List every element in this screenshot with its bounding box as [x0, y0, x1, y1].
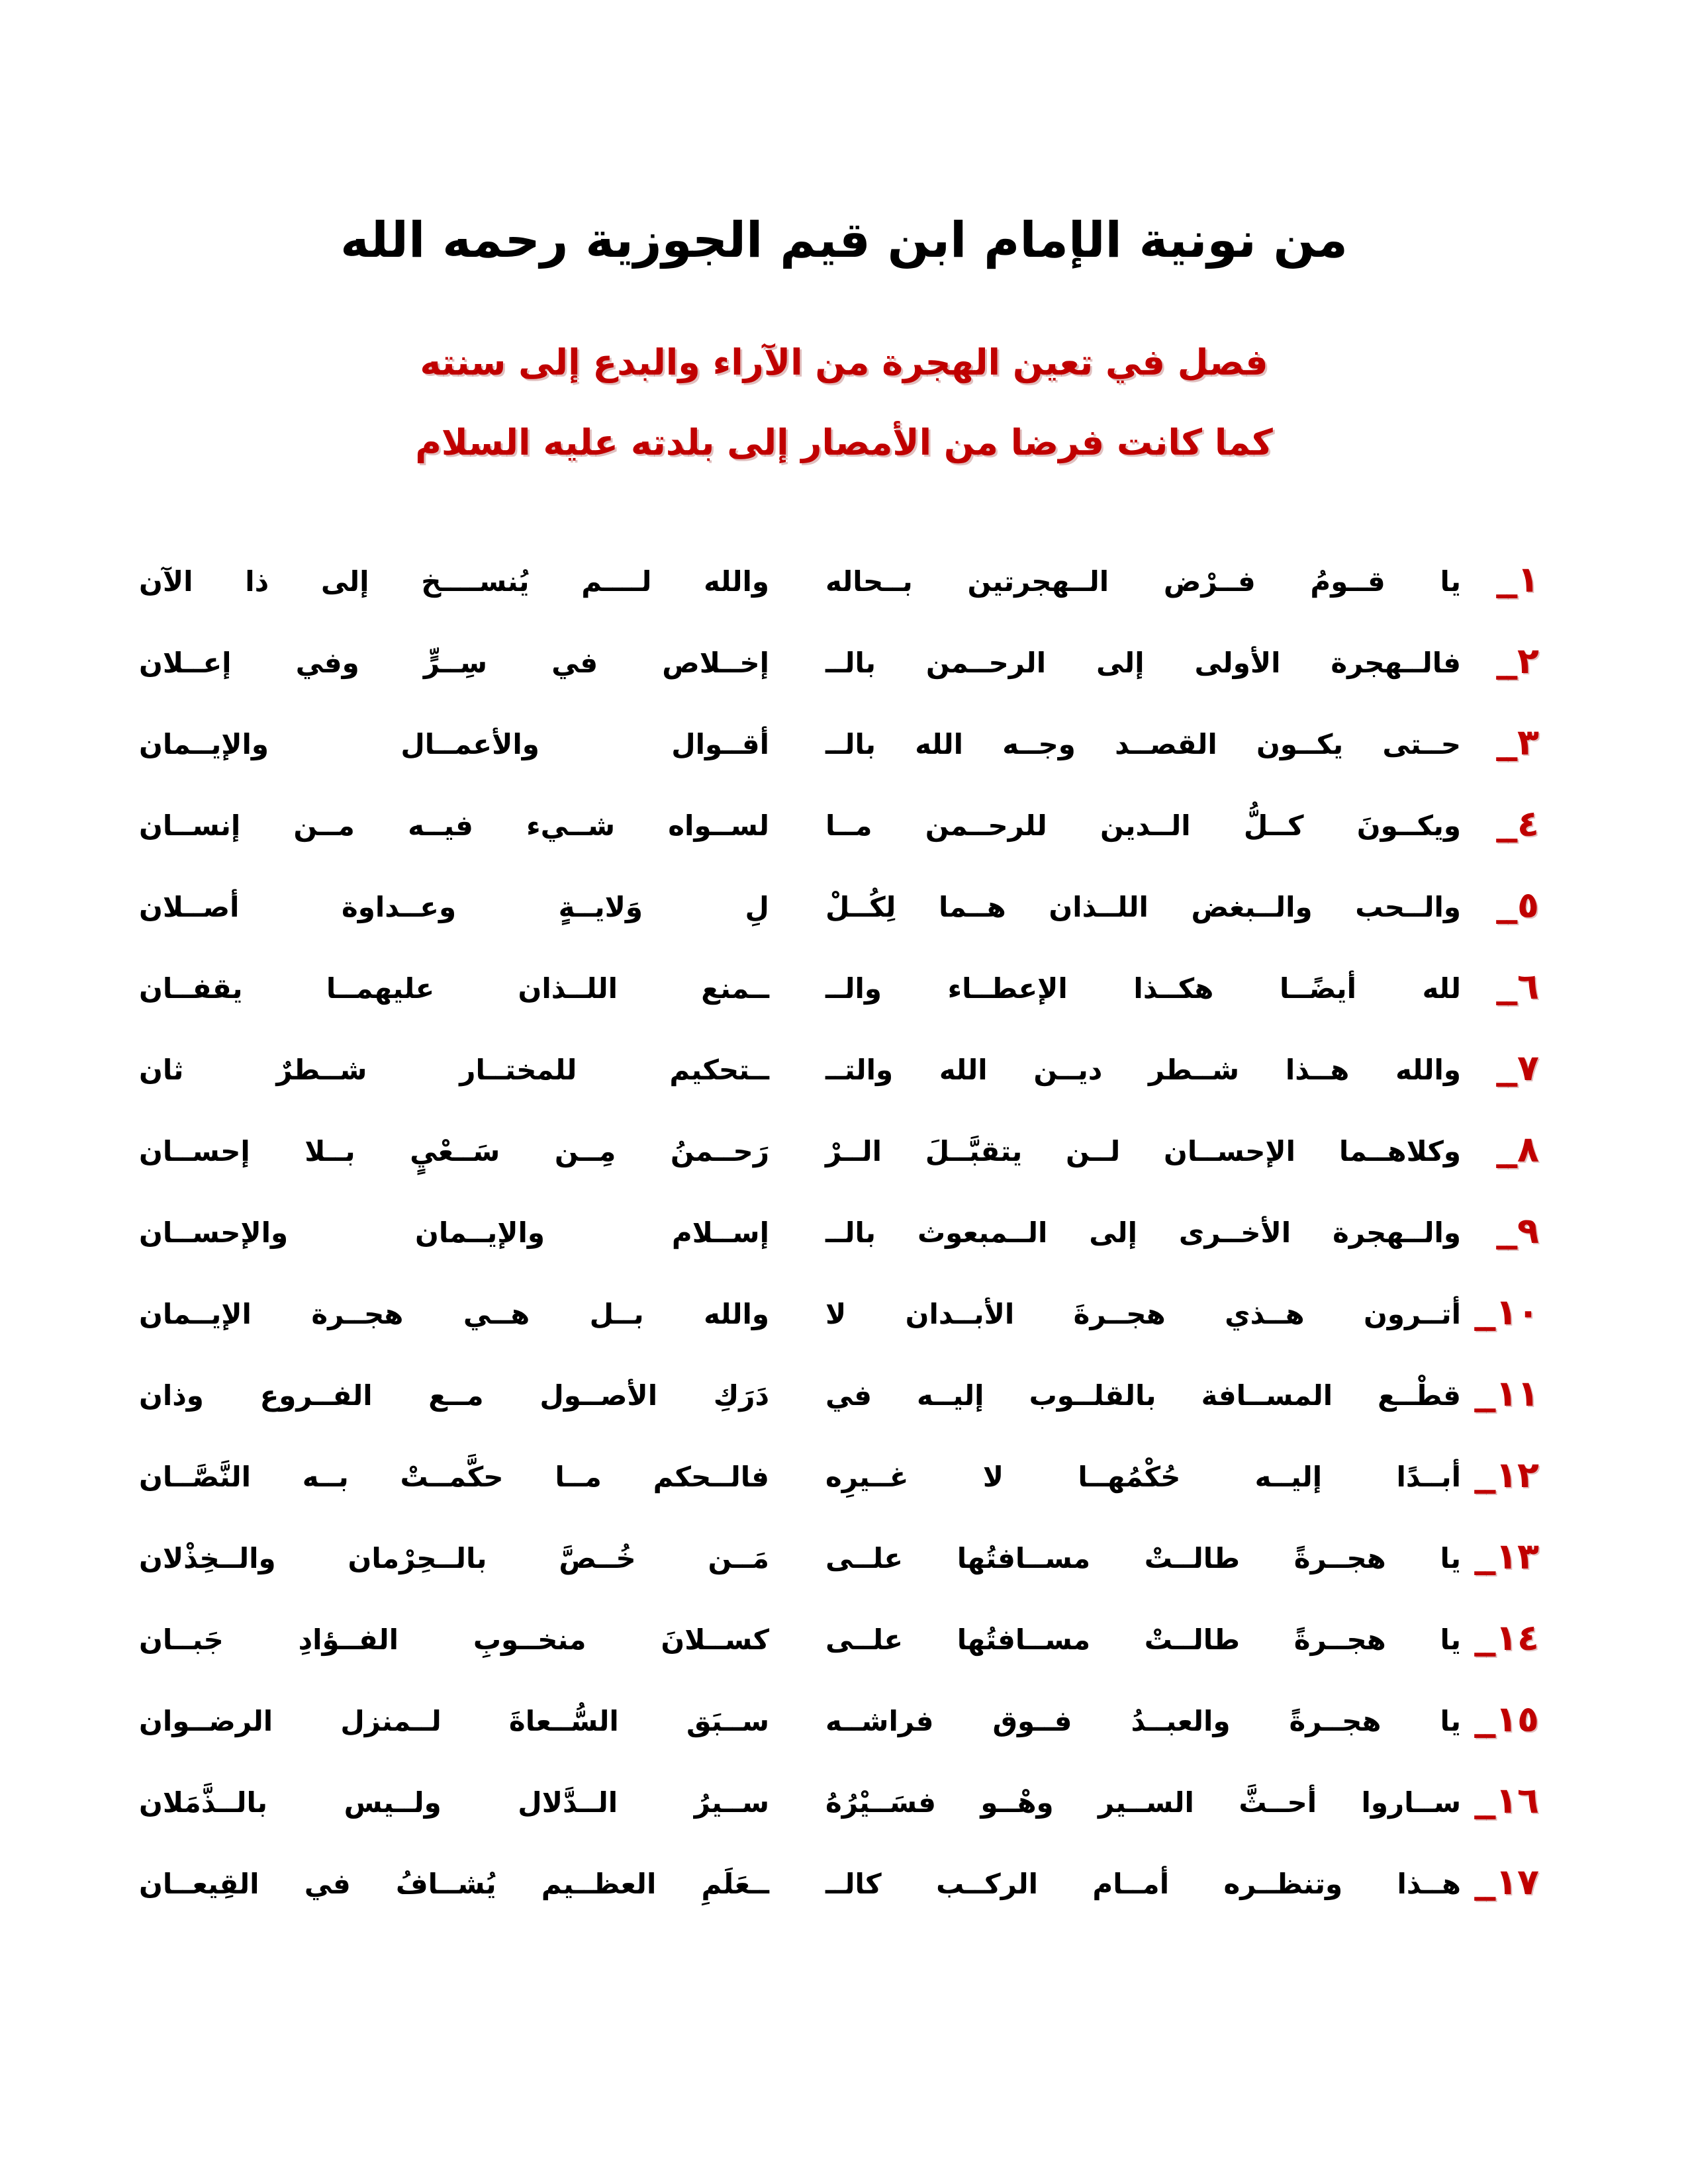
- verse-number: [1461, 1780, 1539, 1827]
- verse-number: [1461, 1210, 1539, 1257]
- verse-first-hemistich: ســاروا أحــثَّ الســير وهْــو فسَــيْرُهُ: [825, 1786, 1461, 1819]
- verse-second-hemistich: كســلانَ منخــوبِ الفــؤادِ جَبــان: [139, 1623, 769, 1657]
- verse-number: [1461, 1047, 1539, 1094]
- verse-number-digits: ٧: [1517, 1046, 1539, 1089]
- verse-number-dash: ــ: [1496, 977, 1518, 1013]
- verse-row: [139, 1600, 1539, 1681]
- verse-row: [139, 1355, 1539, 1437]
- verse-first-hemistich: يا قــومُ فــرْض الــهجرتين بــحاله: [825, 565, 1461, 598]
- verse-first-hemistich: والــحب والــبغض اللــذان هــما لِكُــلْ: [825, 891, 1461, 924]
- verse-number-dash: ــ: [1474, 1384, 1496, 1420]
- verse-row: [139, 704, 1539, 786]
- verse-row: [139, 1681, 1539, 1762]
- verse-number-digits: ١٤: [1495, 1616, 1539, 1659]
- verse-number-digits: ٥: [1517, 884, 1539, 926]
- verse-first-hemistich: ويكــونَ كــلُّ الــدين للرحــمن مــا: [825, 809, 1461, 842]
- verse-number-dash: ــ: [1474, 1791, 1496, 1827]
- verse-number: [1461, 559, 1539, 606]
- verse-second-hemistich: ــمنع اللــذان عليهمــا يقفــان: [139, 972, 769, 1005]
- verse-second-hemistich: ــعَلَمِ العظــيم يُشــافُ في القِيعــان: [139, 1868, 769, 1901]
- verse-number-dash: ــ: [1496, 651, 1518, 688]
- verse-number: [1461, 803, 1539, 850]
- verse-number: [1461, 1128, 1539, 1175]
- verse-number: [1461, 1291, 1539, 1338]
- verse-number-digits: ١٥: [1495, 1698, 1539, 1740]
- verses-list: [139, 541, 1539, 1925]
- verse-number-dash: ــ: [1474, 1709, 1496, 1746]
- section-subtitle-line2: كما كانت فرضا من الأمصار إلى بلدته عليه السلام: [415, 422, 1273, 463]
- verse-first-hemistich: لله أيضًــا هكــذا الإعطــاء والــ: [825, 972, 1461, 1005]
- verse-number-dash: ــ: [1496, 1221, 1518, 1257]
- verse-row: [139, 541, 1539, 623]
- verse-first-hemistich: يا هجــرةً طالــتْ مســافتُها علــى: [825, 1542, 1461, 1575]
- verse-number-dash: ــ: [1474, 1628, 1496, 1664]
- verse-number-dash: ــ: [1474, 1547, 1496, 1583]
- verse-number-dash: ــ: [1496, 733, 1518, 769]
- verse-second-hemistich: رَحــمنُ مِــن سَــعْيٍ بــلا إحســان: [139, 1135, 769, 1168]
- verse-number-digits: ١٦: [1495, 1779, 1539, 1821]
- verse-second-hemistich: ــتحكيم للمختــار شــطرٌ ثان: [139, 1054, 769, 1087]
- verse-number-digits: ١٠: [1495, 1291, 1539, 1333]
- verse-number: [1461, 1454, 1539, 1501]
- verse-row: [139, 623, 1539, 704]
- section-subtitle-line1: فصل في تعين الهجرة من الآراء والبدع إلى سنته: [420, 341, 1268, 383]
- verse-number-dash: ــ: [1474, 1872, 1496, 1909]
- verse-first-hemistich: قطْــع المســافة بالقلــوب إليــه في: [825, 1379, 1461, 1412]
- verse-first-hemistich: والله هــذا شــطر ديــن الله والتــ: [825, 1054, 1461, 1087]
- verse-second-hemistich: أقــوال والأعمــال والإيــمان: [139, 728, 769, 761]
- verse-first-hemistich: فالــهجرة الأولى إلى الرحــمن بالــ: [825, 647, 1461, 680]
- verse-number-digits: ٤: [1517, 802, 1539, 844]
- document-title: من نونية الإمام ابن قيم الجوزية رحمه الله: [340, 212, 1348, 269]
- verse-row: [139, 867, 1539, 948]
- verse-number: [1461, 1861, 1539, 1908]
- verse-number-dash: ــ: [1496, 1140, 1518, 1176]
- verse-first-hemistich: وكلاهــما الإحســان لــن يتقبَّــلَ الــرْ: [825, 1135, 1461, 1168]
- verse-row: [139, 1111, 1539, 1193]
- verse-row: [139, 1274, 1539, 1355]
- verse-first-hemistich: يا هجــرةً طالــتْ مســافتُها علــى: [825, 1623, 1461, 1657]
- verse-second-hemistich: ســبَق السُّــعاةَ لــمنزل الرضــوان: [139, 1705, 769, 1738]
- verse-second-hemistich: والله بــل هــي هجــرة الإيــمان: [139, 1298, 769, 1331]
- verse-row: [139, 1030, 1539, 1111]
- verse-first-hemistich: حــتى يكــون القصــد وجــه الله بالــ: [825, 728, 1461, 761]
- verse-second-hemistich: والله لــــم يُنســــخ إلى ذا الآن: [139, 565, 769, 598]
- verse-second-hemistich: لِ وَلايــةٍ وعــداوة أصــلان: [139, 891, 769, 924]
- verse-number-digits: ١: [1517, 558, 1539, 600]
- verse-second-hemistich: فالــحكم مــا حكَّمــتْ بــه النَّصَّــان: [139, 1461, 769, 1494]
- verse-row: [139, 786, 1539, 867]
- verse-number-dash: ــ: [1474, 1302, 1496, 1339]
- verse-number-dash: ــ: [1496, 814, 1518, 850]
- verse-number-digits: ١١: [1495, 1372, 1539, 1414]
- verse-second-hemistich: إســلام والإيــمان والإحســان: [139, 1216, 769, 1250]
- verse-number: [1461, 884, 1539, 931]
- verse-number-digits: ٦: [1517, 965, 1539, 1007]
- verse-row: [139, 1518, 1539, 1600]
- verse-number-digits: ١٢: [1495, 1453, 1539, 1496]
- verse-number: [1461, 966, 1539, 1013]
- verse-number-dash: ــ: [1496, 1058, 1518, 1095]
- verse-number: [1461, 640, 1539, 687]
- verse-number: [1461, 1617, 1539, 1664]
- verse-number: [1461, 1535, 1539, 1582]
- verse-row: [139, 1844, 1539, 1925]
- verse-first-hemistich: أتــرون هــذي هجــرةَ الأبــدان لا: [825, 1298, 1461, 1331]
- verse-number-digits: ٣: [1517, 721, 1539, 763]
- verse-second-hemistich: لســواه شــيء فيــه مــن إنســان: [139, 809, 769, 842]
- verse-number-digits: ٩: [1517, 1209, 1539, 1251]
- verse-number-digits: ١٧: [1495, 1860, 1539, 1903]
- verse-second-hemistich: ســيرُ الــدَّلال ولــيس بالــذَّمَلان: [139, 1786, 769, 1819]
- verse-row: [139, 1437, 1539, 1518]
- verse-first-hemistich: والــهجرة الأخــرى إلى الــمبعوث بالــ: [825, 1216, 1461, 1250]
- verse-first-hemistich: أبــدًا إليــه حُكْمُهــا لا غــيرِه: [825, 1461, 1461, 1494]
- verse-number: [1461, 1698, 1539, 1745]
- verse-row: [139, 948, 1539, 1030]
- verse-number-digits: ٢: [1517, 639, 1539, 682]
- verse-second-hemistich: دَرَكِ الأصــول مــع الفــروع وذان: [139, 1379, 769, 1412]
- verse-number-digits: ٨: [1517, 1128, 1539, 1170]
- verse-first-hemistich: هــذا وتنظــره أمــام الركــب كالــ: [825, 1868, 1461, 1901]
- verse-number: [1461, 721, 1539, 768]
- verse-row: [139, 1762, 1539, 1844]
- verse-first-hemistich: يا هجــرةً والعبــدُ فــوق فراشــه: [825, 1705, 1461, 1738]
- verse-number-digits: ١٣: [1495, 1535, 1539, 1577]
- verse-second-hemistich: إخــلاص في سِــرٍّ وفي إعــلان: [139, 647, 769, 680]
- verse-number-dash: ــ: [1496, 570, 1518, 606]
- verse-number-dash: ــ: [1474, 1465, 1496, 1502]
- verse-number: [1461, 1373, 1539, 1420]
- verse-row: [139, 1193, 1539, 1274]
- verse-second-hemistich: مَــن خُــصَّ بالــحِرْمان والــخِذْلان: [139, 1542, 769, 1575]
- verse-number-dash: ــ: [1496, 895, 1518, 932]
